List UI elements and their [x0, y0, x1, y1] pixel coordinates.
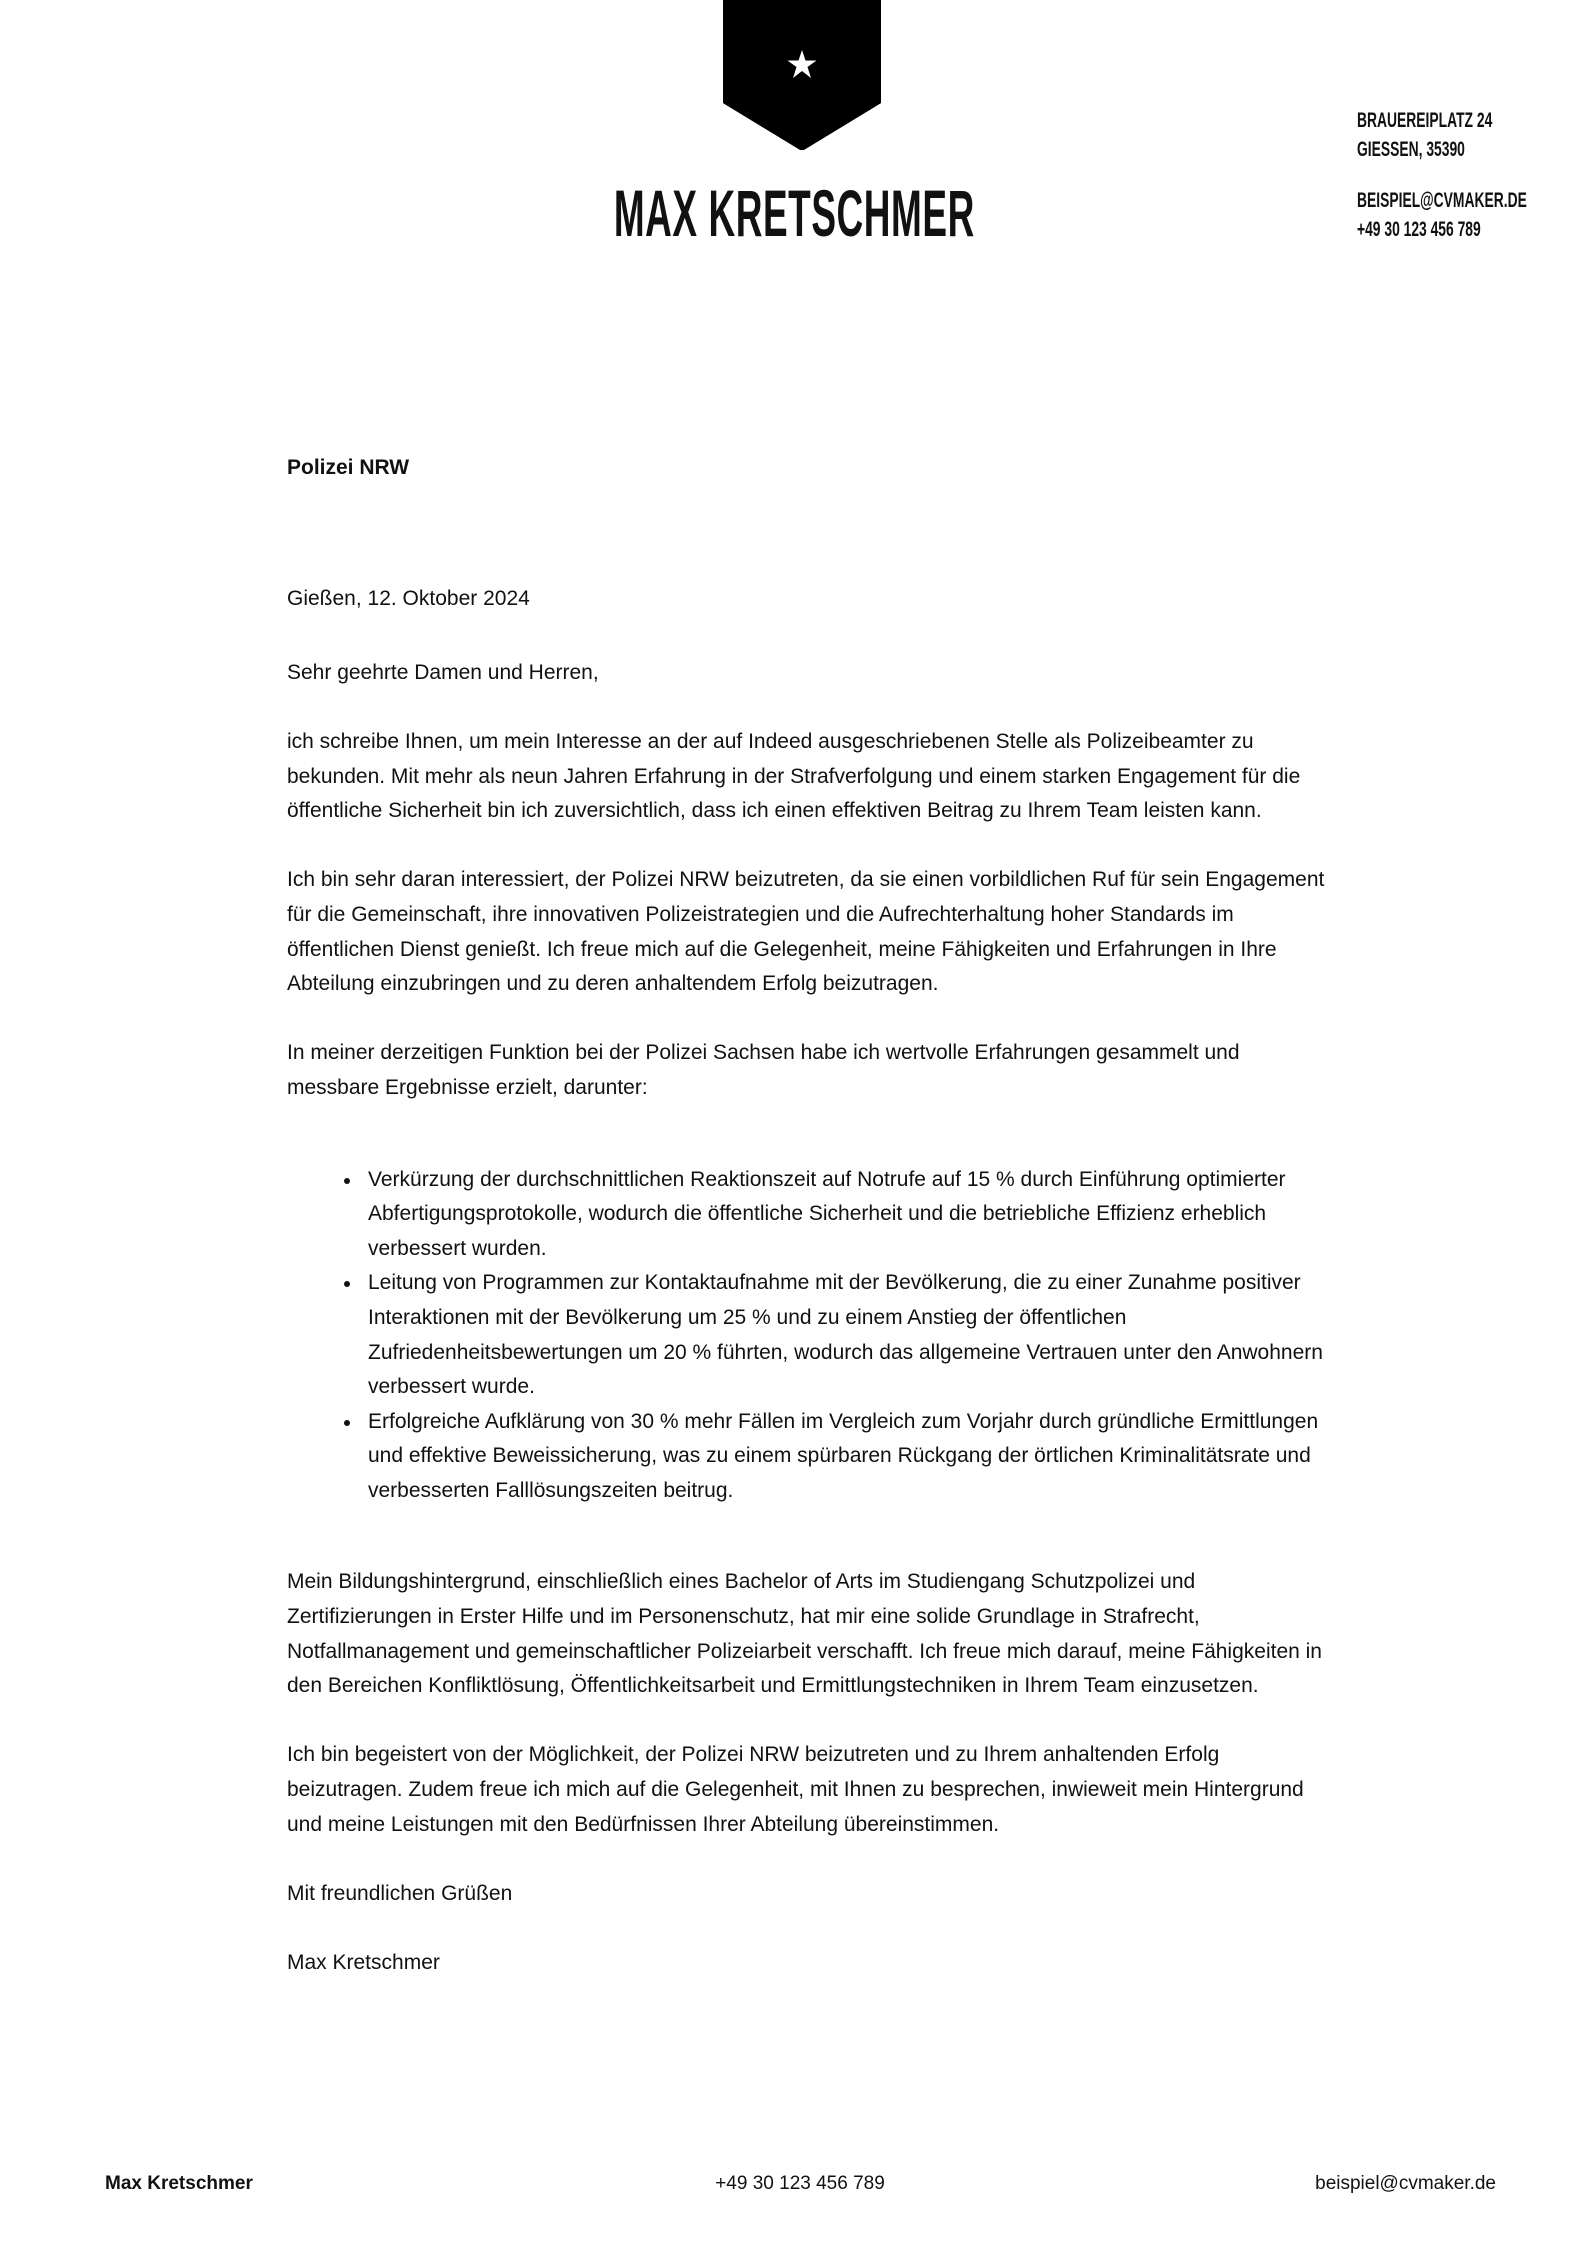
- letter-paragraphs: [287, 725, 1327, 2015]
- paragraph: Ich bin begeistert von der Möglichkeit, der Polizei NRW beizutreten und zu Ihrem anhaltenden Erfolg beizutragen. Zudem freue ich mich auf die Gelegenheit, mit Ihnen zu besprechen, inwieweit mein Hintergrund und meine Leistungen mit den Bedürfnissen Ihrer Abteilung übereinstimmen.: [287, 1743, 1304, 1836]
- footer-name: Max Kretschmer: [105, 2173, 253, 2194]
- contact-email: BEISPIEL@CVMAKER.DE: [1357, 189, 1527, 212]
- salutation: Sehr geehrte Damen und Herren,: [287, 661, 599, 684]
- achievements-list: [287, 1163, 1327, 1509]
- contact-street: BRAUEREIPLATZ 24: [1357, 109, 1493, 132]
- list-item: Verkürzung der durchschnittlichen Reaktionszeit auf Notrufe auf 15 % durch Einführung optimierter Abfertigungsprotokolle, wodurch die öffentliche Sicherheit und die betriebliche Effizienz erheblich verbessert wurden.: [368, 1163, 1327, 1267]
- paragraph: ich schreibe Ihnen, um mein Interesse an der auf Indeed ausgeschriebenen Stelle als Polizeibeamter zu bekunden. Mit mehr als neun Jahren Erfahrung in der Strafverfolgung und einem starken Engagement für die öffentliche Sicherheit bin ich zuversichtlich, dass ich einen effektiven Beitrag zu Ihrem Team leisten kann.: [287, 730, 1301, 823]
- list-item: Erfolgreiche Aufklärung von 30 % mehr Fällen im Vergleich zum Vorjahr durch gründliche Ermittlungen und effektive Beweissicherung, was zu einem spürbaren Rückgang der örtlichen Kriminalitätsrate und verbesserten Falllösungszeiten beitrug.: [368, 1405, 1327, 1509]
- signature: Max Kretschmer: [287, 1951, 440, 1974]
- paragraph: In meiner derzeitigen Funktion bei der Polizei Sachsen habe ich wertvolle Erfahrungen gesammelt und messbare Ergebnisse erzielt, darunter:: [287, 1041, 1240, 1099]
- applicant-name: MAX KRETSCHMER: [613, 176, 975, 250]
- closing: Mit freundlichen Grüßen: [287, 1881, 513, 1905]
- paragraph: Mein Bildungshintergrund, einschließlich eines Bachelor of Arts im Studiengang Schutzpolizei und Zertifizierungen in Erster Hilfe und im Personenschutz, hat mir eine solide Grundlage in Strafrecht, Notfallmanagement und gemeinschaftlicher Polizeiarbeit verschafft. Ich freue mich darauf, meine Fähigkeiten in den Bereichen Konfliktlösung, Öffentlichkeitsarbeit und Ermittlungstechniken in Ihrem Team einzusetzen.: [287, 1570, 1322, 1698]
- recipient: Polizei NRW: [287, 456, 410, 479]
- paragraph: Ich bin sehr daran interessiert, der Polizei NRW beizutreten, da sie einen vorbildlichen Ruf für sein Engagement für die Gemeinschaft, ihre innovativen Polizeistrategien und die Aufrechterhaltung hoher Standards im öffentlichen Dienst genießt. Ich freue mich auf die Gelegenheit, meine Fähigkeiten und Erfahrungen in Ihre Abteilung einzubringen und zu deren anhaltendem Erfolg beizutragen.: [287, 868, 1325, 996]
- contact-block: [1357, 106, 1588, 244]
- letter-date: Gießen, 12. Oktober 2024: [287, 587, 530, 610]
- footer-email: beispiel@cvmaker.de: [1315, 2173, 1496, 2194]
- contact-city: GIESSEN, 35390: [1357, 138, 1465, 161]
- footer-phone: +49 30 123 456 789: [715, 2173, 885, 2194]
- contact-phone: +49 30 123 456 789: [1357, 218, 1481, 241]
- list-item: Leitung von Programmen zur Kontaktaufnahme mit der Bevölkerung, die zu einer Zunahme positiver Interaktionen mit der Bevölkerung um 25 % und zu einem Anstieg der öffentlichen Zufriedenheitsbewertungen um 20 % führten, wodurch das allgemeine Vertrauen unter den Anwohnern verbessert wurde.: [368, 1266, 1327, 1404]
- star-banner-icon: [723, 0, 881, 150]
